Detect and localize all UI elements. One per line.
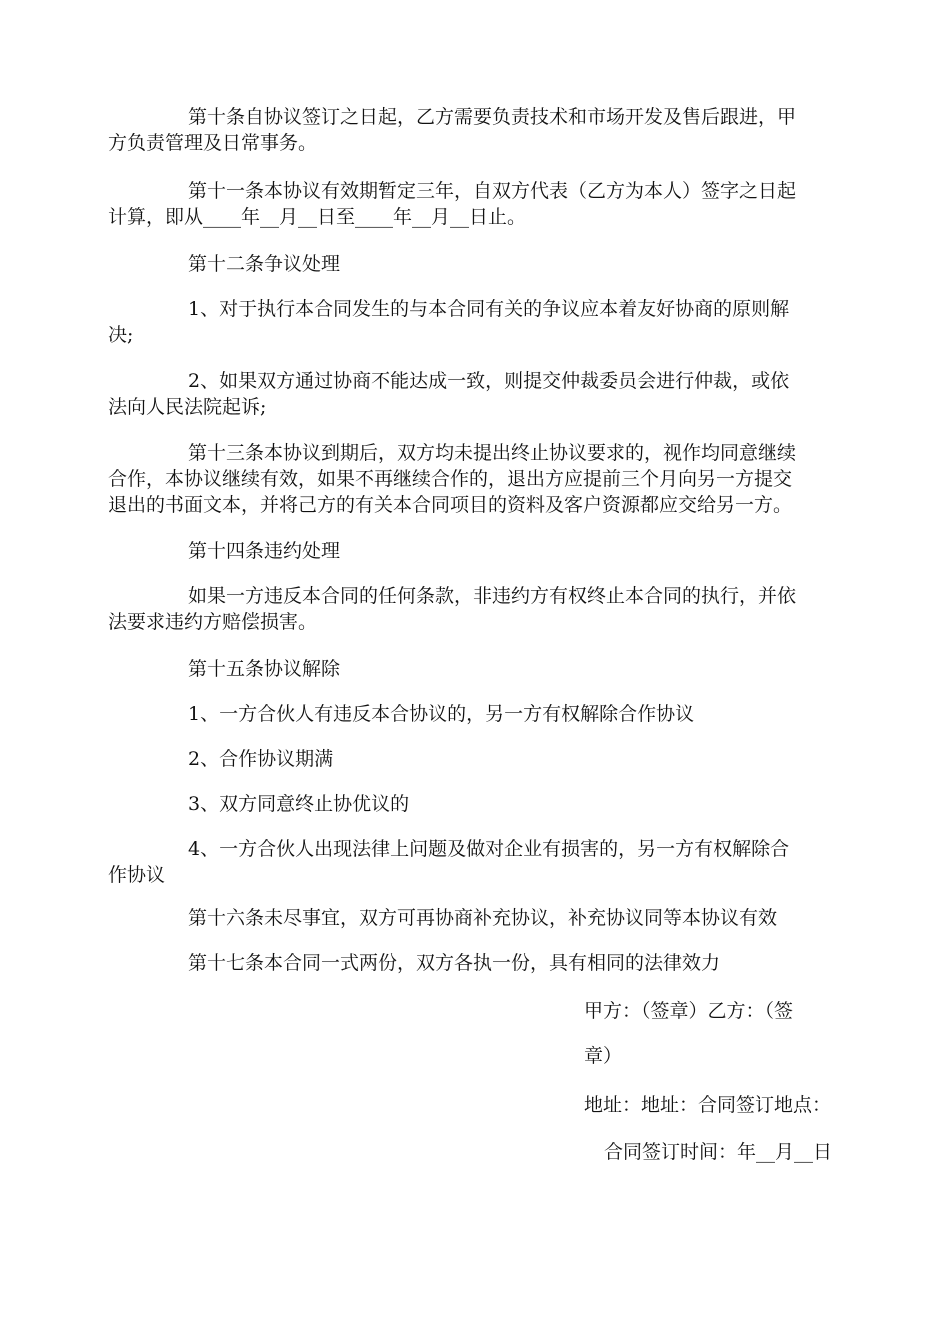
- text-line: 第十二条争议处理: [188, 253, 341, 275]
- signature-address-location: 地址：地址：合同签订地点：: [584, 1094, 832, 1116]
- text-line: 1、对于执行本合同发生的与本合同有关的争议应本着友好协商的原则解: [188, 298, 790, 320]
- paragraph-termination-3: [188, 791, 848, 817]
- text-line: 方负责管理及日常事务。: [108, 132, 318, 154]
- paragraph-termination-1: [188, 701, 848, 727]
- text-line: 4、一方合伙人出现法律上问题及做对企业有损害的，另一方有权解除合: [188, 838, 790, 860]
- paragraph-dispute-2: [108, 368, 848, 420]
- paragraph-breach: [108, 583, 848, 635]
- signature-date: 合同签订时间：年__月__日: [604, 1141, 833, 1163]
- paragraph-termination-4: [108, 836, 848, 888]
- paragraph-dispute-1: [108, 296, 848, 348]
- text-line: 合作，本协议继续有效，如果不再继续合作的，退出方应提前三个月向另一方提交: [108, 468, 793, 490]
- text-line: 计算，即从____年__月__日至____年__月__日止。: [108, 206, 527, 228]
- signature-seal-continuation: 章）: [584, 1045, 623, 1067]
- paragraph-article-10: [108, 104, 848, 156]
- text-line: 第十条自协议签订之日起，乙方需要负责技术和市场开发及售后跟进，甲: [188, 106, 797, 128]
- text-line: 作协议: [108, 864, 166, 886]
- text-line: 决;: [108, 324, 134, 346]
- text-line: 第十四条违约处理: [188, 540, 341, 562]
- text-line: 如果一方违反本合同的任何条款，非违约方有权终止本合同的执行，并依: [188, 585, 797, 607]
- paragraph-termination-2: [188, 746, 848, 772]
- text-line: 3、双方同意终止协优议的: [188, 793, 410, 815]
- paragraph-article-13: [108, 440, 848, 518]
- paragraph-article-11: [108, 178, 848, 230]
- text-line: 第十五条协议解除: [188, 658, 341, 680]
- paragraph-article-17: [188, 950, 848, 976]
- heading-article-12: [188, 251, 848, 277]
- text-line: 1、一方合伙人有违反本合协议的，另一方有权解除合作协议: [188, 703, 695, 725]
- text-line: 第十六条未尽事宜，双方可再协商补充协议，补充协议同等本协议有效: [188, 907, 778, 929]
- heading-article-14: [188, 538, 848, 564]
- text-line: 法向人民法院起诉;: [108, 396, 267, 418]
- text-line: 第十三条本协议到期后，双方均未提出终止协议要求的，视作均同意继续: [188, 442, 797, 464]
- text-line: 2、合作协议期满: [188, 748, 334, 770]
- text-line: 第十七条本合同一式两份，双方各执一份，具有相同的法律效力: [188, 952, 721, 974]
- text-line: 法要求违约方赔偿损害。: [108, 611, 318, 633]
- heading-article-15: [188, 656, 848, 682]
- text-line: 第十一条本协议有效期暂定三年，自双方代表（乙方为本人）签字之日起: [188, 180, 797, 202]
- text-line: 2、如果双方通过协商不能达成一致，则提交仲裁委员会进行仲裁，或依: [188, 370, 790, 392]
- signature-parties: 甲方：（签章）乙方：（签: [584, 1000, 794, 1022]
- paragraph-article-16: [188, 905, 848, 931]
- text-line: 退出的书面文本，并将己方的有关本合同项目的资料及客户资源都应交给另一方。: [108, 494, 793, 516]
